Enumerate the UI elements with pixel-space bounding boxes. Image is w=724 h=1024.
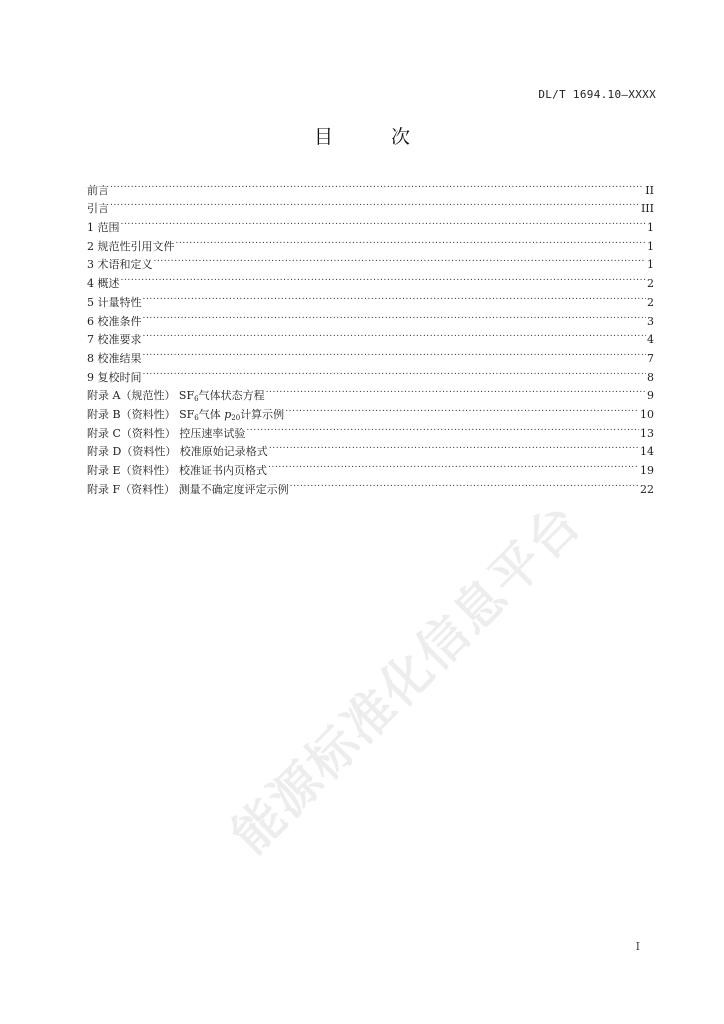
toc-entry-page: 1 (647, 221, 654, 235)
toc-entry-overview[interactable] (87, 268, 654, 291)
dot-leader (268, 455, 639, 474)
table-of-contents (87, 175, 654, 496)
toc-entry-label: 8 校准结果 (87, 351, 142, 365)
label-part: 附录 B（资料性） SF (87, 407, 195, 421)
label-part: 附录 A（规范性） SF (87, 389, 195, 403)
toc-entry-label: 1 范围 (87, 221, 120, 235)
toc-entry-page: 19 (640, 464, 654, 477)
label-part: 气体状态方程 (198, 389, 265, 403)
watermark: 能源标准化信息平台 (220, 492, 593, 865)
toc-entry-label: 4 概述 (87, 277, 120, 291)
dot-leader (285, 399, 639, 418)
toc-entry-metrological-characteristics[interactable] (87, 287, 654, 309)
toc-entry-page: 9 (647, 389, 654, 403)
label-part: 计算示例 (240, 407, 285, 421)
toc-entry-label: 附录 C（资料性） 控压速率试验 (87, 426, 246, 440)
toc-entry-label: 9 复校时间 (87, 370, 142, 384)
toc-entry-calibration-results[interactable] (87, 343, 654, 365)
toc-entry-page: 8 (647, 370, 654, 384)
toc-entry-page: 2 (647, 277, 654, 291)
toc-entry-page: 10 (640, 407, 654, 421)
dot-leader (110, 175, 644, 194)
toc-entry-page: 7 (647, 351, 654, 365)
dot-leader (154, 250, 647, 269)
toc-entry-page: II (645, 183, 654, 197)
italic-symbol: p (224, 407, 232, 421)
toc-entry-page: 1 (647, 258, 654, 272)
toc-entry-label: 5 计量特性 (87, 295, 142, 309)
toc-entry-label: 3 术语和定义 (87, 258, 153, 272)
dot-leader (121, 212, 647, 231)
toc-entry-label: 引言 (87, 202, 109, 216)
dot-leader (269, 437, 639, 456)
toc-entry-introduction[interactable] (87, 194, 654, 216)
toc-entry-page: 14 (640, 445, 654, 459)
toc-entry-label: 附录 D（资料性） 校准原始记录格式 (87, 445, 268, 459)
toc-entry-page: 4 (647, 333, 654, 347)
toc-entry-calibration-conditions[interactable] (87, 306, 654, 328)
toc-entry-label: 7 校准要求 (87, 333, 142, 347)
dot-leader (143, 362, 647, 381)
dot-leader (143, 343, 647, 362)
label-part: 气体 (198, 407, 225, 421)
dot-leader (246, 418, 639, 437)
toc-entry-calibration-requirements[interactable] (87, 325, 654, 347)
page-number: I (635, 940, 640, 953)
toc-entry-scope[interactable] (87, 212, 654, 235)
toc-entry-terms-definitions[interactable] (87, 250, 654, 272)
toc-entry-page: 2 (647, 295, 654, 309)
toc-entry-page: 22 (640, 482, 654, 496)
toc-entry-preface[interactable] (87, 175, 654, 197)
toc-entry-page: 3 (647, 314, 654, 328)
dot-leader (121, 268, 647, 287)
dot-leader (176, 231, 647, 250)
toc-entry-normative-references[interactable] (87, 231, 654, 253)
toc-entry-label: 附录 E（资料性） 校准证书内页格式 (87, 464, 268, 477)
toc-entry-label: 6 校准条件 (87, 314, 142, 328)
document-code: DL/T 1694.10—XXXX (538, 88, 656, 101)
toc-entry-page: III (640, 202, 654, 216)
subscript: 6 (194, 413, 199, 422)
toc-entry-recalibration-interval[interactable] (87, 362, 654, 384)
toc-entry-label: 附录 F（资料性） 测量不确定度评定示例 (87, 482, 289, 496)
toc-entry-annex-a[interactable] (87, 381, 654, 404)
dot-leader (110, 194, 640, 213)
toc-entry-page: 1 (647, 239, 654, 253)
dot-leader (266, 381, 646, 400)
toc-entry-label: 前言 (87, 183, 109, 197)
dot-leader (143, 306, 647, 325)
toc-title: 目 次 (313, 126, 437, 148)
subscript: 6 (194, 395, 199, 404)
dot-leader (290, 474, 639, 493)
toc-entry-page: 13 (640, 426, 654, 440)
dot-leader (143, 325, 647, 344)
toc-entry-label: 2 规范性引用文件 (87, 239, 175, 253)
subscript: 20 (231, 413, 241, 422)
dot-leader (143, 287, 647, 306)
